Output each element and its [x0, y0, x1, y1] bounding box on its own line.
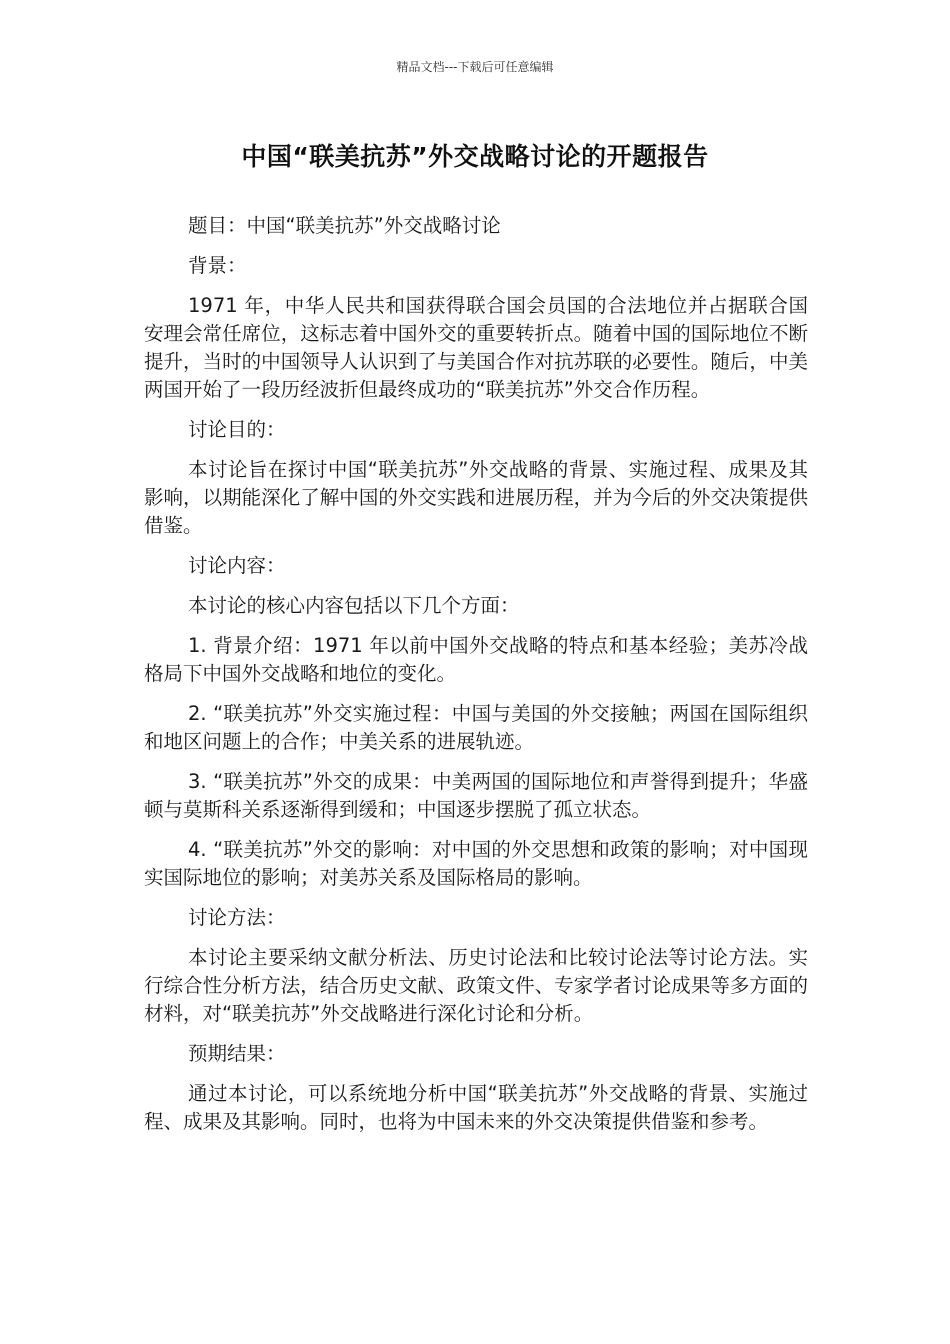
content-item-1: 1. 背景介绍：1971 年以前中国外交战略的特点和基本经验；美苏冷战格局下中国外交战略和地位的变化。	[144, 634, 808, 685]
header-note: 精品文档---下载后可任意编辑	[396, 60, 554, 74]
method-paragraph: 本讨论主要采纳文献分析法、历史讨论法和比较讨论法等讨论方法。实行综合性分析方法，结合历史文献、政策文件、专家学者讨论成果等多方面的材料，对“联美抗苏”外交战略进行深化讨论和分析。	[144, 946, 808, 1025]
content-item-4: 4. “联美抗苏”外交的影响：对中国的外交思想和政策的影响；对中国现实国际地位的影响；对美苏关系及国际格局的影响。	[144, 838, 808, 889]
section-heading-method: 讨论方法：	[188, 906, 286, 929]
content-item-2: 2. “联美抗苏”外交实施过程：中国与美国的外交接触；两国在国际组织和地区问题上的合作；中美关系的进展轨迹。	[144, 702, 808, 753]
section-heading-purpose: 讨论目的：	[188, 418, 286, 441]
background-paragraph: 1971 年，中华人民共和国获得联合国会员国的合法地位并占据联合国安理会常任席位，这标志着中国外交的重要转折点。随着中国的国际地位不断提升，当时的中国领导人认识到了与美国合作对抗苏联的必要性。随后，中美两国开始了一段历经波折但最终成功的“联美抗苏”外交合作历程。	[144, 294, 808, 401]
purpose-paragraph: 本讨论旨在探讨中国“联美抗苏”外交战略的背景、实施过程、成果及其影响，以期能深化了解中国的外交实践和进展历程，并为今后的外交决策提供借鉴。	[144, 458, 808, 537]
section-heading-background: 背景：	[188, 254, 247, 277]
section-heading-content: 讨论内容：	[188, 554, 286, 577]
document-body	[144, 212, 808, 1148]
section-heading-expected: 预期结果：	[188, 1042, 286, 1065]
content-intro: 本讨论的核心内容包括以下几个方面：	[188, 594, 520, 617]
topic-line: 题目：中国“联美抗苏”外交战略讨论	[188, 214, 501, 237]
content-item-3: 3. “联美抗苏”外交的成果：中美两国的国际地位和声誉得到提升；华盛顿与莫斯科关系逐渐得到缓和；中国逐步摆脱了孤立状态。	[144, 770, 808, 821]
document-title: 中国“联美抗苏”外交战略讨论的开题报告	[241, 142, 709, 171]
expected-paragraph: 通过本讨论，可以系统地分析中国“联美抗苏”外交战略的背景、实施过程、成果及其影响。同时，也将为中国未来的外交决策提供借鉴和参考。	[144, 1082, 808, 1133]
